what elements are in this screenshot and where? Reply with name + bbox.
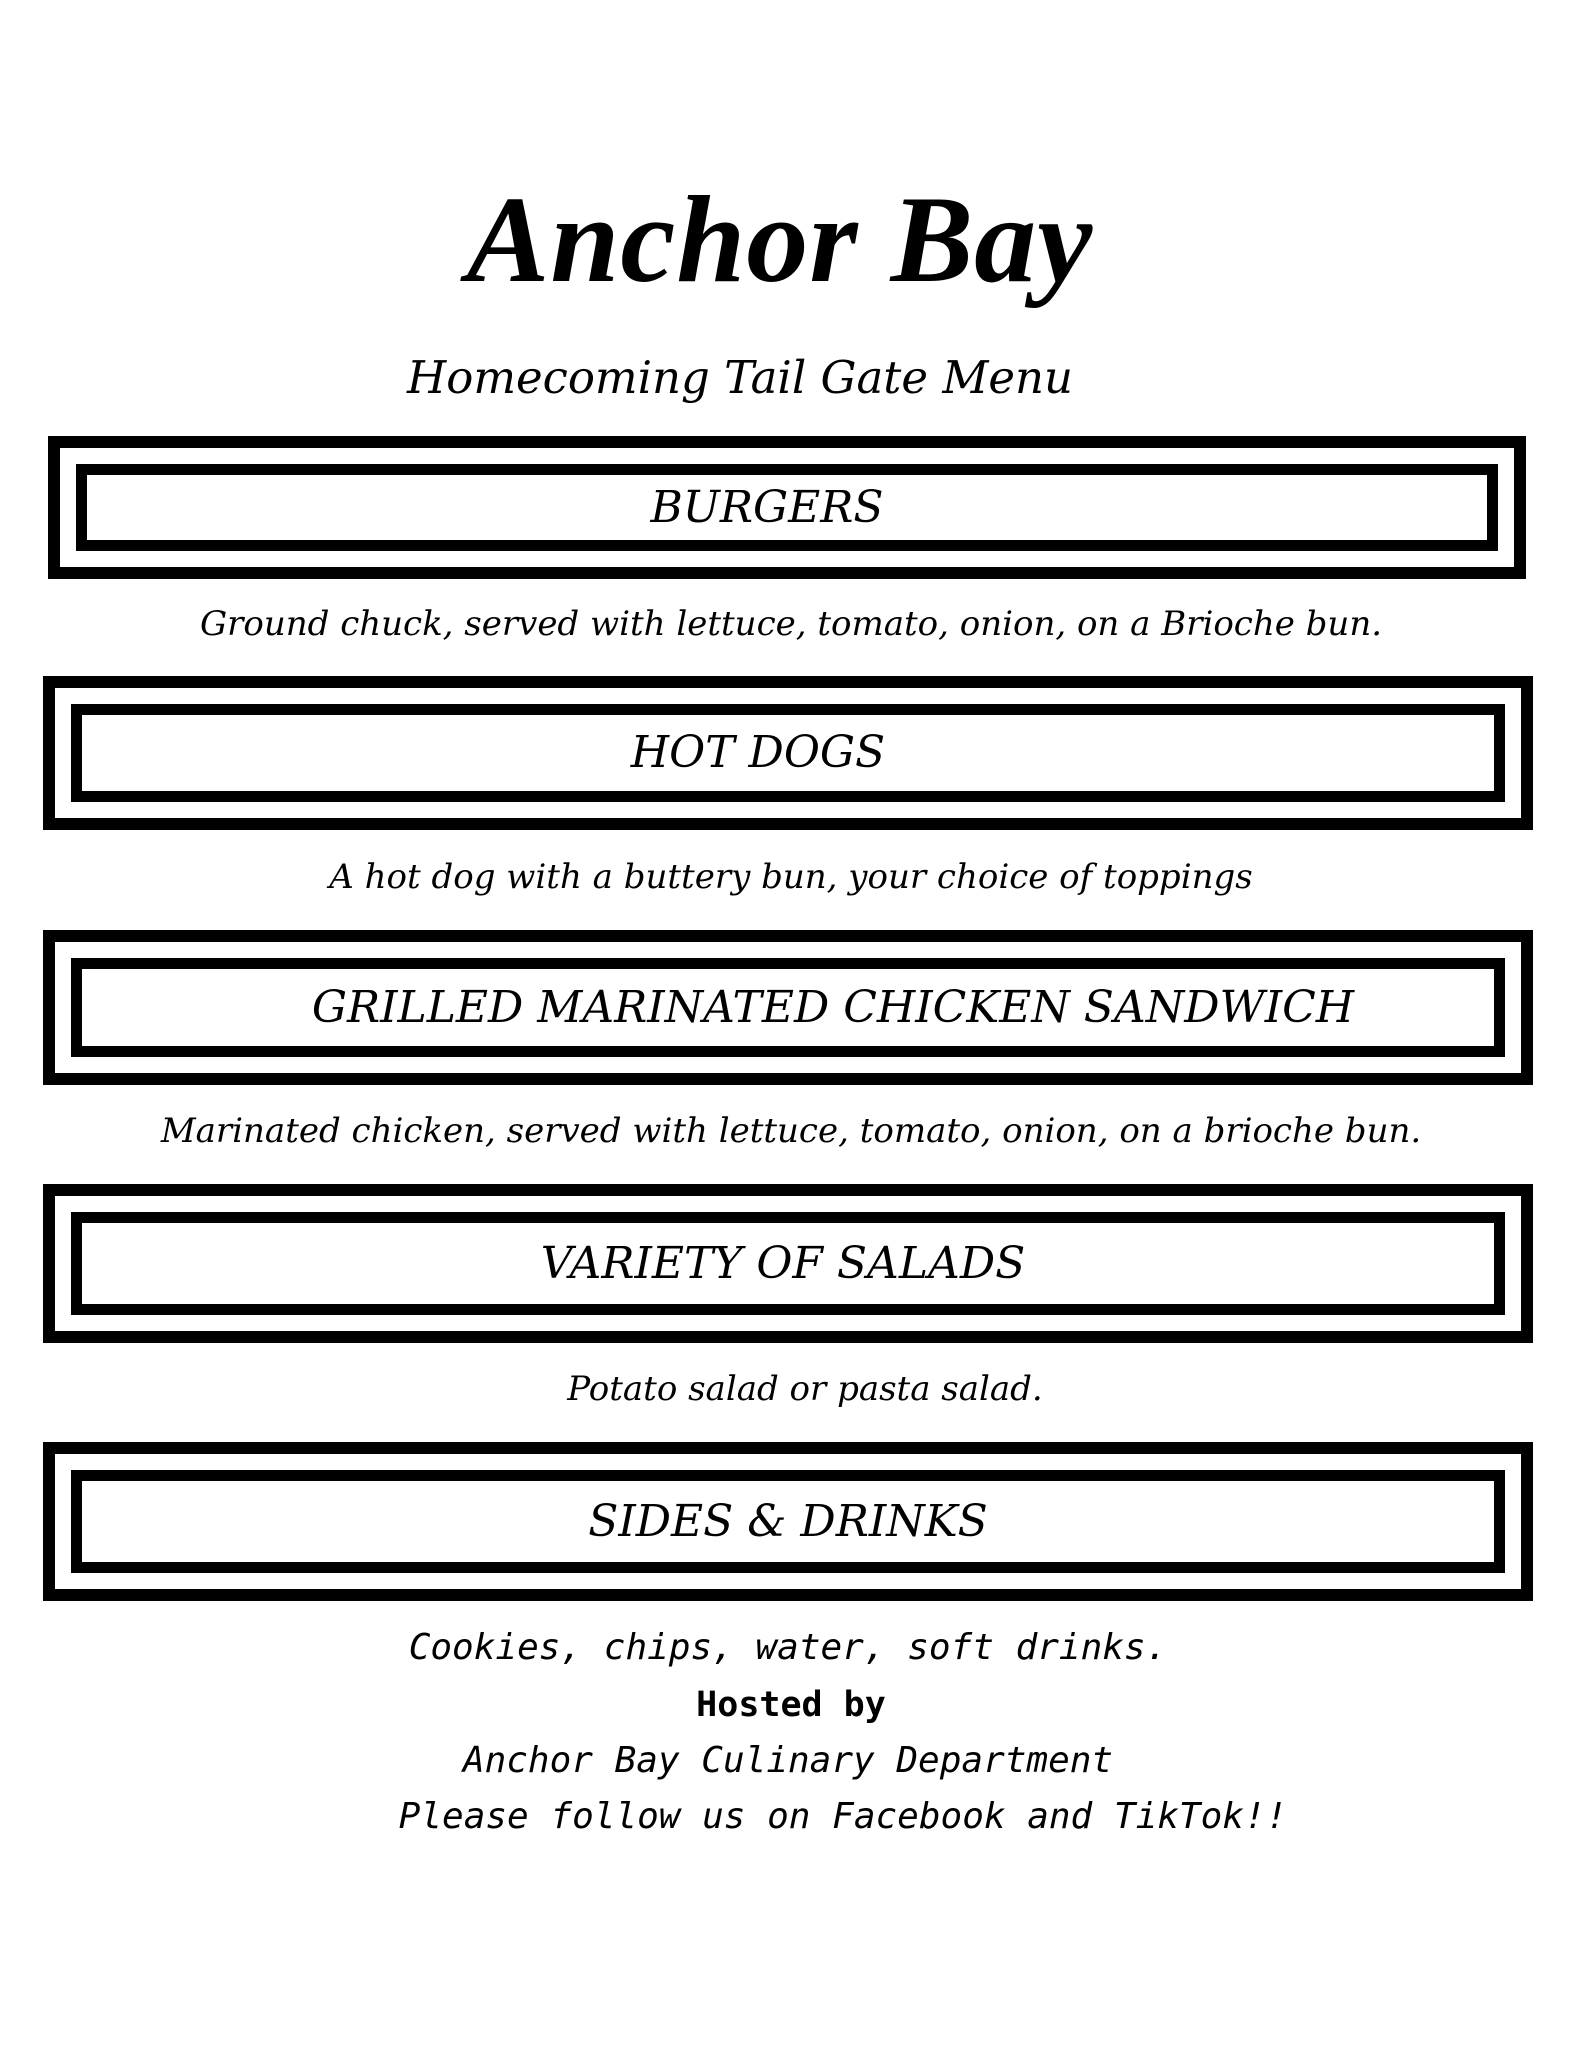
section-frame-hot-dogs: [43, 676, 1533, 830]
hosted-by-label: Hosted by: [696, 1685, 886, 1725]
section-frame-chicken-sandwich: [43, 930, 1533, 1085]
host-name: Anchor Bay Culinary Department: [462, 1740, 1114, 1781]
section-frame-salads: [43, 1184, 1533, 1343]
section-description-burgers: Ground chuck, served with lettuce, tomato, onion, on a Brioche bun.: [199, 604, 1383, 644]
section-description-salads: Potato salad or pasta salad.: [567, 1369, 1043, 1409]
section-heading-salads: VARIETY OF SALADS: [540, 1237, 1026, 1289]
section-frame-burgers: [48, 436, 1526, 579]
menu-subtitle: Homecoming Tail Gate Menu: [407, 351, 1073, 404]
section-heading-burgers: BURGERS: [650, 481, 884, 533]
section-description-hot-dogs: A hot dog with a buttery bun, your choice of toppings: [329, 857, 1253, 897]
page-title: Anchor Bay: [466, 171, 1094, 308]
section-heading-sides-drinks: SIDES & DRINKS: [588, 1495, 988, 1547]
section-heading-chicken-sandwich: GRILLED MARINATED CHICKEN SANDWICH: [311, 981, 1355, 1033]
section-heading-hot-dogs: HOT DOGS: [630, 727, 886, 778]
section-description-sides-drinks: Cookies, chips, water, soft drinks.: [408, 1627, 1168, 1668]
section-frame-sides-drinks: [43, 1442, 1533, 1601]
social-follow-note: Please follow us on Facebook and TikTok!!: [398, 1796, 1288, 1837]
section-description-chicken-sandwich: Marinated chicken, served with lettuce, tomato, onion, on a brioche bun.: [160, 1111, 1422, 1151]
